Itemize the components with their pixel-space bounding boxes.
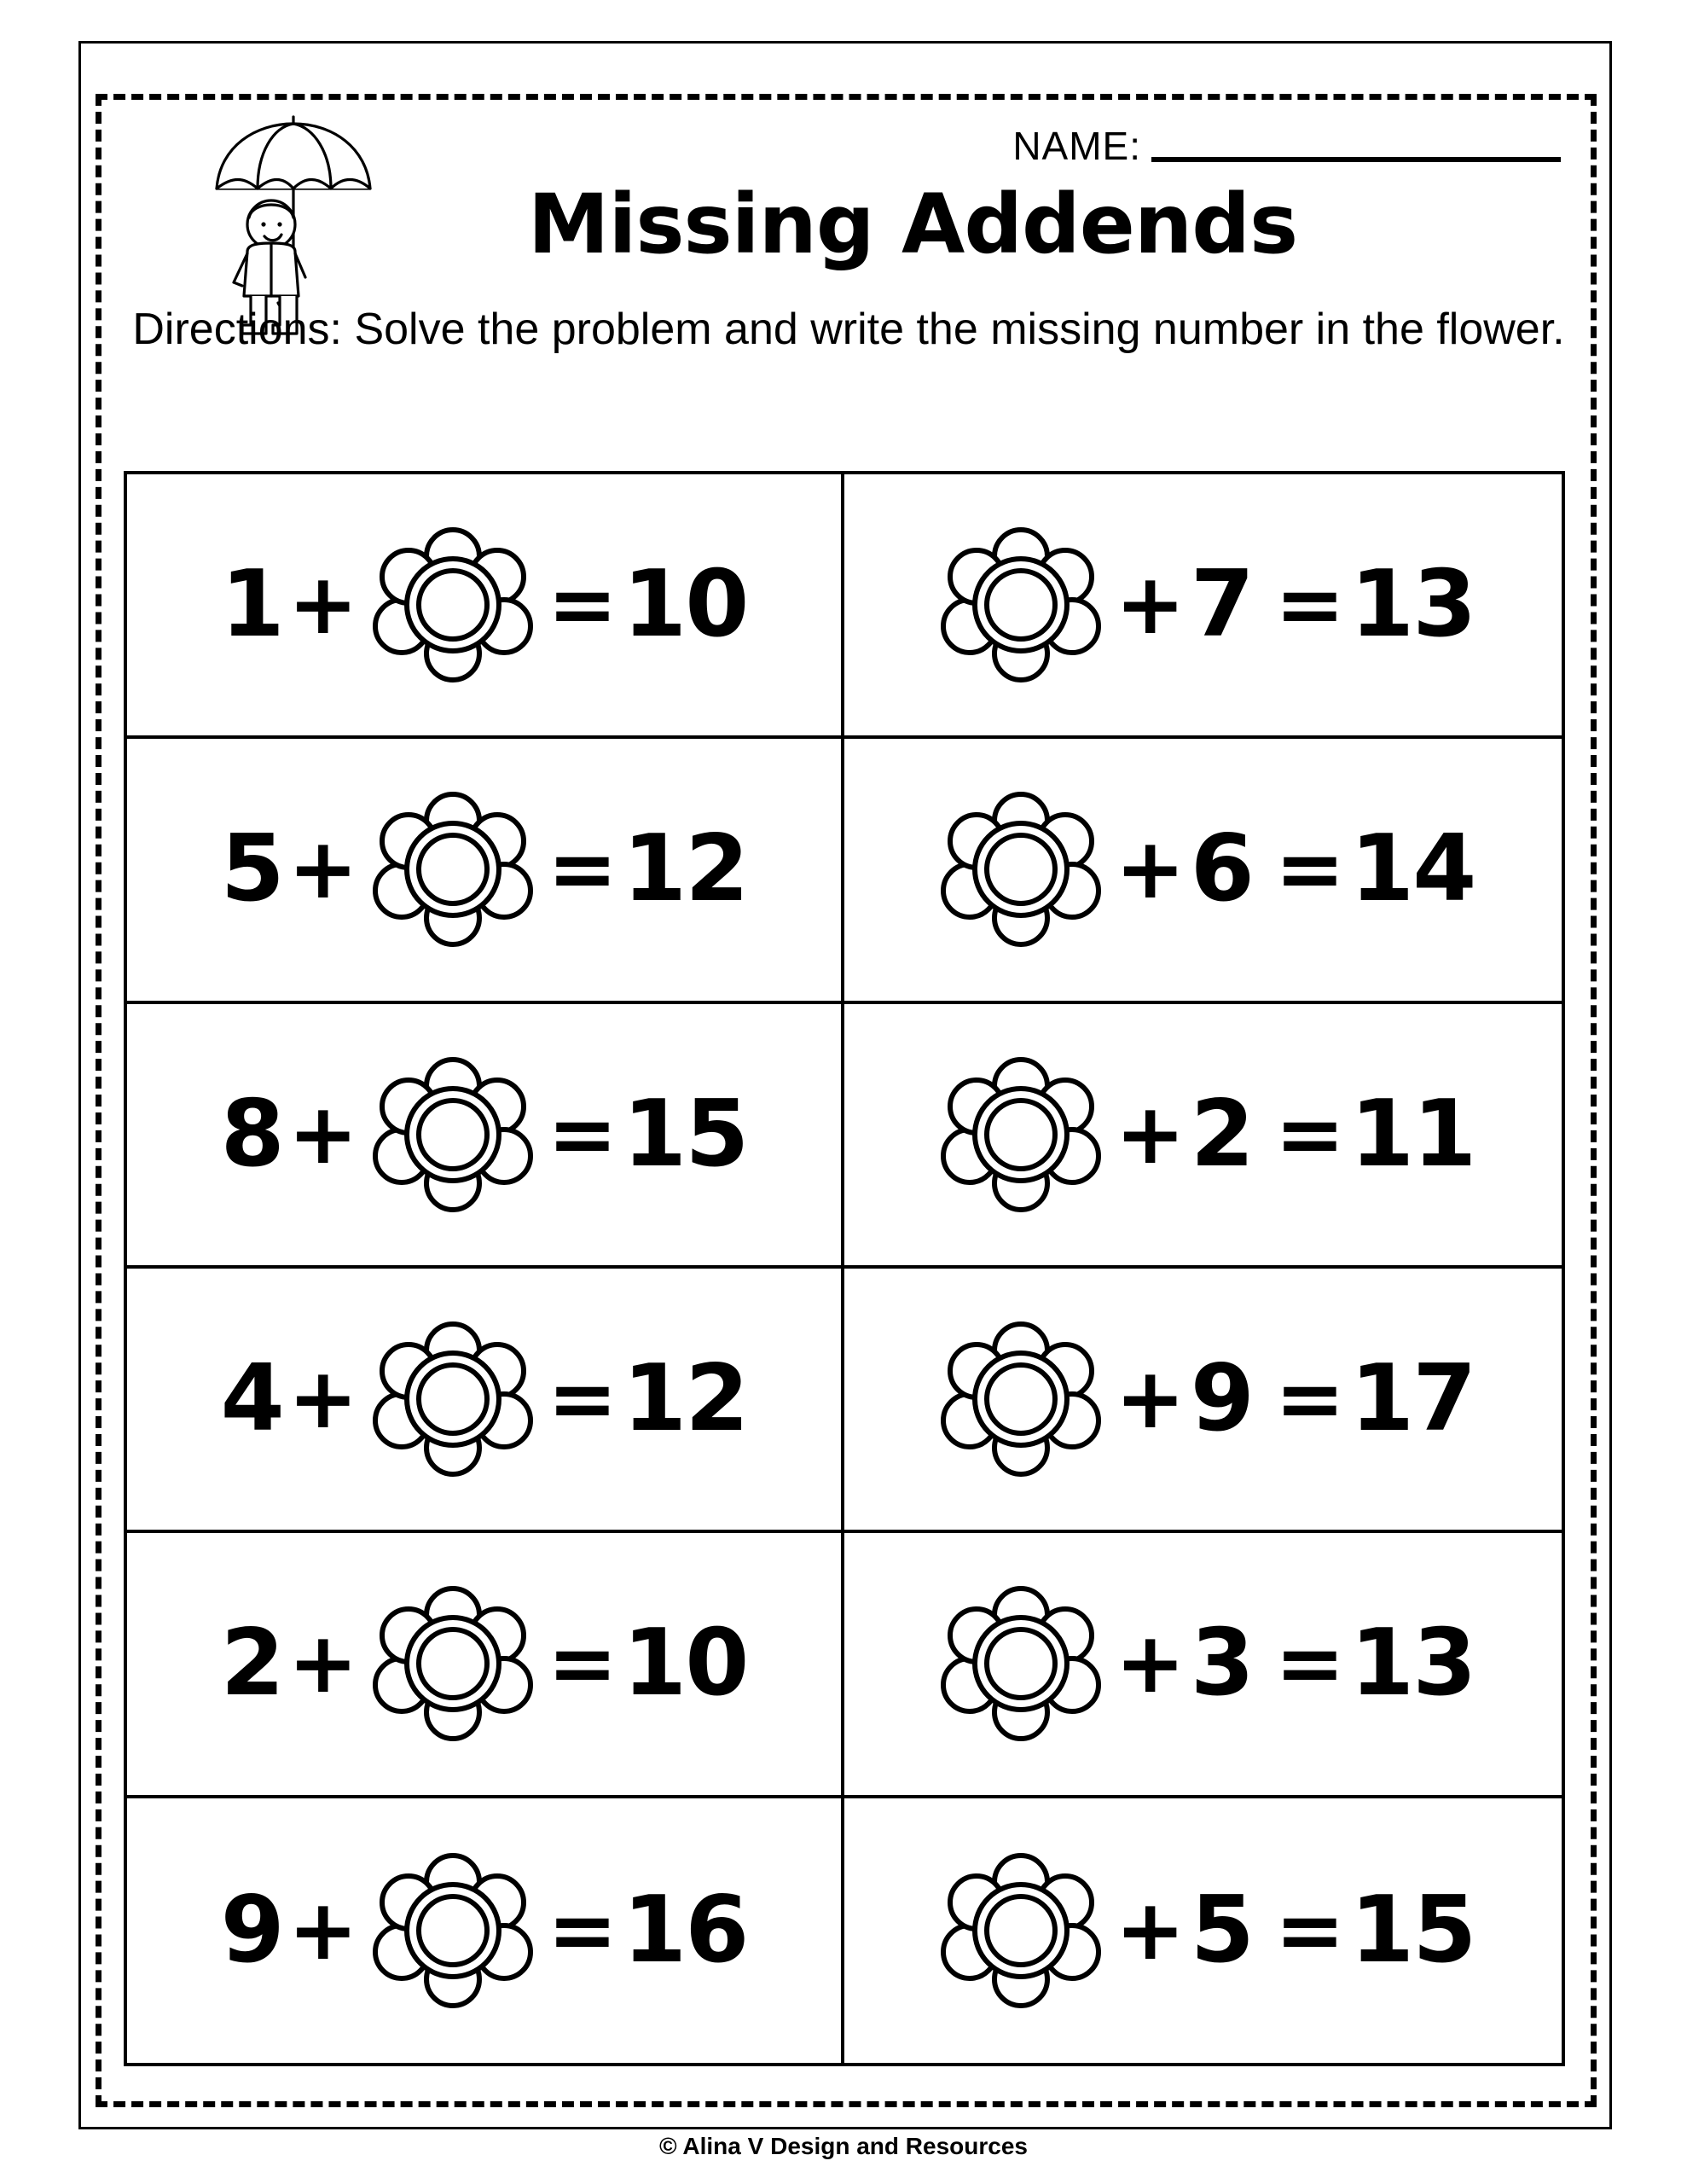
name-input-line[interactable] (1151, 157, 1561, 162)
sum-value: 10 (623, 1610, 748, 1717)
flower-blank-icon[interactable] (363, 784, 542, 955)
plus-sign: + (287, 1085, 358, 1183)
flower-blank-icon[interactable] (363, 1049, 542, 1220)
equals-sign: = (1274, 1881, 1346, 1979)
flower-blank-icon[interactable] (931, 520, 1110, 690)
sum-value: 17 (1350, 1345, 1475, 1453)
plus-sign: + (1115, 556, 1186, 654)
equals-sign: = (1274, 556, 1346, 654)
sum-value: 10 (623, 551, 748, 659)
plus-sign: + (287, 1350, 358, 1449)
addend-right: 3 (1190, 1610, 1253, 1717)
sum-value: 13 (1350, 1610, 1475, 1717)
plus-sign: + (1115, 821, 1186, 919)
equals-sign: = (547, 556, 618, 654)
sum-value: 11 (1350, 1080, 1475, 1188)
worksheet-header (128, 102, 1569, 461)
flower-blank-icon[interactable] (363, 1314, 542, 1484)
problem-cell[interactable] (844, 1269, 1562, 1533)
addend-right: 9 (1190, 1345, 1253, 1453)
addend-left: 8 (220, 1080, 283, 1188)
plus-sign: + (287, 1881, 358, 1979)
equals-sign: = (547, 1615, 618, 1713)
plus-sign: + (1115, 1350, 1186, 1449)
problem-cell[interactable] (844, 474, 1562, 739)
problem-cell[interactable] (127, 739, 844, 1003)
plus-sign: + (1115, 1881, 1186, 1979)
plus-sign: + (1115, 1615, 1186, 1713)
sum-value: 12 (623, 1345, 748, 1453)
flower-blank-icon[interactable] (363, 1845, 542, 2016)
problem-cell[interactable] (844, 1798, 1562, 2063)
addend-left: 9 (220, 1876, 283, 1984)
problems-grid (124, 471, 1565, 2066)
problem-cell[interactable] (127, 1533, 844, 1798)
problem-cell[interactable] (127, 1004, 844, 1269)
problem-cell[interactable] (127, 474, 844, 739)
equals-sign: = (547, 1350, 618, 1449)
problem-cell[interactable] (127, 1798, 844, 2063)
equals-sign: = (547, 1881, 618, 1979)
flower-blank-icon[interactable] (931, 1314, 1110, 1484)
plus-sign: + (1115, 1085, 1186, 1183)
problem-cell[interactable] (127, 1269, 844, 1533)
addend-left: 4 (220, 1345, 283, 1453)
flower-blank-icon[interactable] (931, 1845, 1110, 2016)
plus-sign: + (287, 821, 358, 919)
equals-sign: = (1274, 1350, 1346, 1449)
flower-blank-icon[interactable] (931, 1578, 1110, 1749)
directions-text: Directions: Solve the problem and write the missing number in the flower. (132, 305, 1565, 354)
sum-value: 12 (623, 816, 748, 923)
equals-sign: = (1274, 1615, 1346, 1713)
sum-value: 15 (623, 1080, 748, 1188)
addend-left: 2 (220, 1610, 283, 1717)
sum-value: 13 (1350, 551, 1475, 659)
sum-value: 16 (623, 1876, 748, 1984)
equals-sign: = (547, 821, 618, 919)
problem-cell[interactable] (844, 1004, 1562, 1269)
flower-blank-icon[interactable] (931, 1049, 1110, 1220)
problem-cell[interactable] (844, 739, 1562, 1003)
equals-sign: = (547, 1085, 618, 1183)
equals-sign: = (1274, 821, 1346, 919)
copyright-footer: © Alina V Design and Resources (659, 2133, 1028, 2159)
page-title: Missing Addends (527, 177, 1298, 272)
flower-blank-icon[interactable] (363, 1578, 542, 1749)
addend-right: 6 (1190, 816, 1253, 923)
addend-right: 7 (1190, 551, 1253, 659)
problem-cell[interactable] (844, 1533, 1562, 1798)
name-label: NAME: (1012, 124, 1141, 168)
equals-sign: = (1274, 1085, 1346, 1183)
addend-right: 2 (1190, 1080, 1253, 1188)
plus-sign: + (287, 556, 358, 654)
addend-left: 5 (220, 816, 283, 923)
name-field-row[interactable] (1012, 126, 1561, 166)
flower-blank-icon[interactable] (363, 520, 542, 690)
sum-value: 14 (1350, 816, 1475, 923)
flower-blank-icon[interactable] (931, 784, 1110, 955)
addend-left: 1 (220, 551, 283, 659)
addend-right: 5 (1190, 1876, 1253, 1984)
plus-sign: + (287, 1615, 358, 1713)
sum-value: 15 (1350, 1876, 1475, 1984)
